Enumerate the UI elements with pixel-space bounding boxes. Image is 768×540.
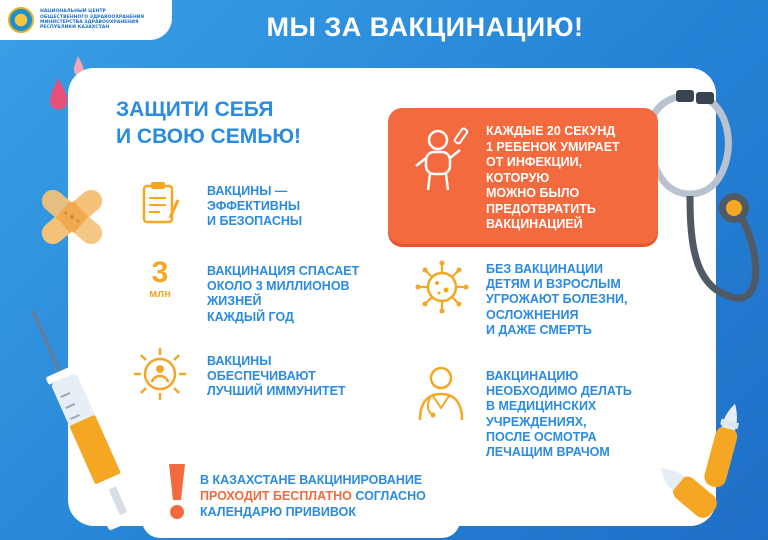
headline: ЗАЩИТИ СЕБЯ И СВОЮ СЕМЬЮ! <box>116 98 301 148</box>
emblem-icon <box>8 7 34 33</box>
ampoule-icon <box>652 396 768 540</box>
clipboard-icon <box>138 180 180 226</box>
page-title: МЫ ЗА ВАКЦИНАЦИЮ! <box>266 12 584 42</box>
feature-danger: БЕЗ ВАКЦИНАЦИИ ДЕТЯМ И ВЗРОСЛЫМ УГРОЖАЮТ БОЛЕЗНИ, ОСЛОЖНЕНИЯ И ДАЖЕ СМЕРТЬ <box>486 262 628 337</box>
feature-medical-facilities: ВАКЦИНАЦИЮ НЕОБХОДИМО ДЕЛАТЬ В МЕДИЦИНСКИХ УЧРЕЖДЕНИЯХ, ПОСЛЕ ОСМОТРА ЛЕЧАЩИМ ВРАЧОМ <box>486 369 632 460</box>
three-million-icon: 3 млн <box>149 256 171 300</box>
exclamation-icon <box>166 462 188 522</box>
doctor-icon <box>414 362 468 424</box>
note-highlight: ПРОХОДИТ БЕСПЛАТНО <box>200 489 352 503</box>
organization-name: НАЦИОНАЛЬНЫЙ ЦЕНТР ОБЩЕСТВЕННОГО ЗДРАВООХРАНЕНИЯ МИНИСТЕРСТВА ЗДРАВООХРАНЕНИЯ РЕСПУБЛИКИ КАЗАХСТАН <box>40 9 145 31</box>
immunity-icon <box>132 346 188 402</box>
feature-effective: ВАКЦИНЫ — ЭФФЕКТИВНЫ И БЕЗОПАСНЫ <box>207 184 303 229</box>
note-text: В КАЗАХСТАНЕ ВАКЦИНИРОВАНИЕ ПРОХОДИТ БЕСПЛАТНО СОГЛАСНО КАЛЕНДАРЮ ПРИВИВОК <box>200 473 426 519</box>
feature-saves-lives: ВАКЦИНАЦИЯ СПАСАЕТ ОКОЛО 3 МИЛЛИОНОВ ЖИЗНЕЙ КАЖДЫЙ ГОД <box>207 264 360 324</box>
stat-text: КАЖДЫЕ 20 СЕКУНД 1 РЕБЕНОК УМИРАЕТ ОТ ИНФЕКЦИИ, КОТОРУЮ МОЖНО БЫЛО ПРЕДОТВРАТИТЬ ВАКЦИНАЦИЕЙ <box>486 124 620 231</box>
virus-icon <box>412 258 472 316</box>
feature-immunity: ВАКЦИНЫ ОБЕСПЕЧИВАЮТ ЛУЧШИЙ ИММУНИТЕТ <box>207 354 346 399</box>
organization-logo <box>0 0 172 40</box>
baby-icon <box>414 124 472 194</box>
syringe-icon <box>28 300 138 540</box>
bandage-icon <box>30 180 114 254</box>
